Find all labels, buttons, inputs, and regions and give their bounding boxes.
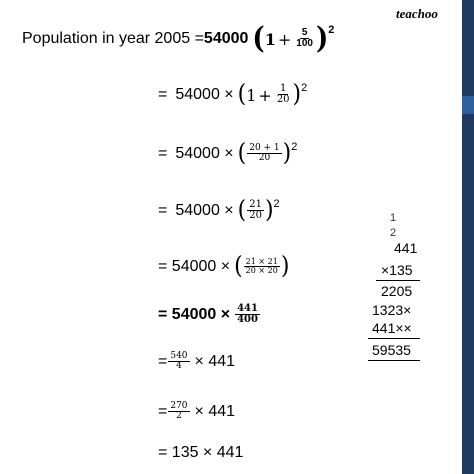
multiplication-rule-3 <box>368 360 420 361</box>
step-1: Population in year 2005 = 54000 ( 1 + $\frac{5}{100}$ ) 2 <box>22 21 335 57</box>
step-5-expr: = 54000 × <box>158 258 231 275</box>
step-4: = 54000 × ( $\frac{21}{20}$ ) 2 <box>158 196 280 225</box>
multiplicand: 441 <box>394 240 418 256</box>
step-9: = 135 × 441 <box>158 444 244 461</box>
partial-product-1: 2205 <box>381 283 413 299</box>
step-1-one: 1 <box>264 29 276 49</box>
partial-product-2: 1323× <box>372 302 412 318</box>
step-1-fraction: $\frac{5}{100}$ <box>296 27 313 50</box>
carry-digit-2: 2 <box>390 227 397 239</box>
side-accent-marker <box>462 96 474 114</box>
step-2-fraction: $\frac{1}{20}$ <box>276 83 290 106</box>
multiplication-rule-1 <box>376 280 420 281</box>
step-1-exponent: 2 <box>328 24 335 36</box>
step-6 <box>158 304 261 326</box>
step-5-fraction: $\frac{21 \times 21}{20 \times 20}$ <box>245 257 278 276</box>
brand-logo: teachoo <box>396 6 438 21</box>
multiplication-rule-2 <box>368 338 420 339</box>
step-3-fraction: $\frac{20 + 1}{20}$ <box>249 143 280 164</box>
step-5: = 54000 × ( $\frac{21 \times 21}{20 \times 20}$ ) <box>158 252 290 281</box>
step-3-expr: 54000 × <box>175 145 234 162</box>
step-4-expr: 54000 × <box>175 202 234 219</box>
step-8: = $\frac{270}{2}$ × 441 <box>158 401 236 421</box>
step-1-coef: 54000 <box>203 30 249 47</box>
partial-product-3: 441×× <box>372 320 412 336</box>
multiplier: ×135 <box>381 262 413 278</box>
step-3: = 54000 × ( $\frac{20 + 1}{20}$ ) 2 <box>158 139 298 168</box>
step-4-fraction: $\frac{21}{20}$ <box>249 199 262 222</box>
step-1-label: Population in year 2005 = <box>22 30 204 47</box>
side-accent-bar <box>462 0 474 474</box>
step-7-fraction: $\frac{540}{4}$ <box>170 351 188 371</box>
multiplication-result: 59535 <box>372 342 411 358</box>
step-7: = $\frac{540}{4}$ × 441 <box>158 351 236 371</box>
step-6-expr: = 54000 × <box>158 305 231 323</box>
carry-digit-1: 1 <box>390 212 397 224</box>
step-2: = 54000 × ( 1 + $\frac{1}{20}$ ) 2 <box>158 80 308 109</box>
step-2-expr: 54000 × <box>175 86 234 103</box>
step-6-fraction: $\frac{441}{400}$ <box>237 303 258 325</box>
step-8-fraction: $\frac{270}{2}$ <box>170 401 188 421</box>
